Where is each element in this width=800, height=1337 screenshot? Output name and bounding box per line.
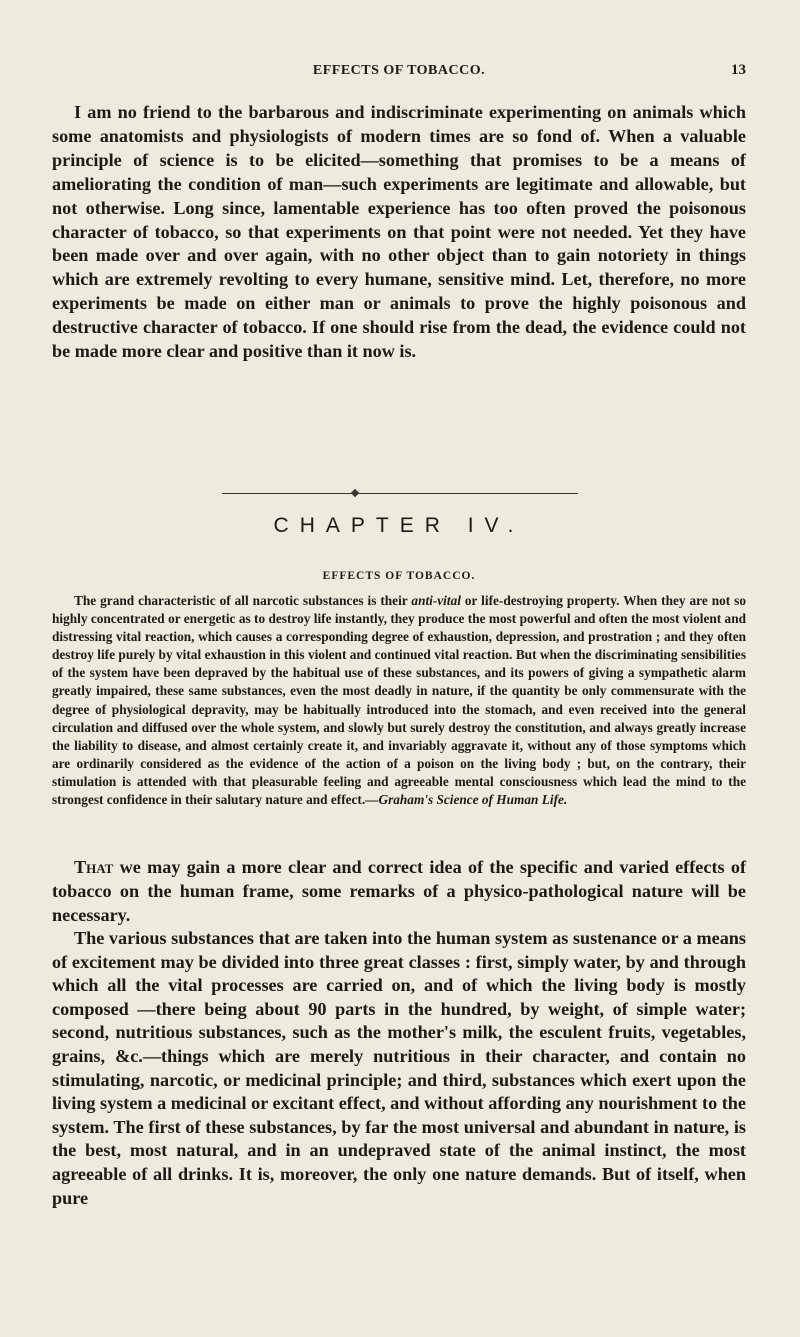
quote-italic-term: anti-vital xyxy=(411,593,461,608)
intro-first-word: That xyxy=(74,857,114,877)
quote-body: or life-destroying property. When they are not so highly concentrated or energetic as to destroy life instantly, they produce the most powerful and often the most violent and distressing vital reaction, which causes a corresponding degree of exhaustion, depression, and prostration ; and they often destroy life purely by vital exhaustion in this violent and continued vital reaction. But when the discriminating sensibilities of the system have been depraved by the habitual use of these substances, and its powers of giving a sympathetic alarm greatly impaired, these same substances, even the most deadly in nature, if the quantity be only commensurate with the degree of physiological depravity, may be habitually introduced into the stomach, and even received into the general circulation and diffused over the whole system, and slowly but surely destroy the constitution, and always greatly increase the liability to disease, and almost certainly create it, and invariably aggravate it, without any of those symptoms which are ordinarily considered as the evidence of the action of a poison on the living body ; but, on the contrary, their stimulation is attended with that pleasurable feeling and agreeable mental consciousness which lead the mind to the strongest confidence in their salutary nature and effect.— xyxy=(52,593,746,808)
divider-ornament xyxy=(351,489,359,497)
section-divider xyxy=(222,493,578,494)
quote-lead: The grand characteristic of all narcotic substances is their xyxy=(74,593,412,608)
quote-source: Graham's Science of Human Life. xyxy=(378,792,568,808)
paragraph-experiments: I am no friend to the barbarous and indiscriminate experimenting on animals which some anatomists and physiologists of modern times are so fond of. When a valuable principle of science is to be elicited—something that promises to be a means of ameliorating the condition of man—such experiments are legitimate and allowable, but not otherwise. Long since, lamentable experience has too often proved the poisonous character of tobacco, so that experiments on that point were not needed. Yet they have been made over and over again, with no other object than to gain notoriety in things which are extremely revolting to every humane, sensitive mind. Let, therefore, no more experiments be made on either man or animals to prove the highly poisonous and destructive character of tobacco. If one should rise from the dead, the evidence could not be made more clear and positive than it now is. xyxy=(52,102,746,362)
intro-text: we may gain a more clear and correct idea of the specific and varied effects of tobacco on the human frame, some remarks of a physico-pathological nature will be necessary. xyxy=(52,857,746,925)
chapter-subtitle: EFFECTS OF TOBACCO. xyxy=(322,570,476,582)
epigraph-quote xyxy=(52,592,746,809)
running-title: EFFECTS OF TOBACCO. xyxy=(312,63,486,78)
running-head xyxy=(52,63,746,83)
paragraph-substances: The various substances that are taken into the human system as sustenance or a means of excitement may be divided into three great classes : first, simply water, by and through which all the vital processes are carried on, and of which the living body is mostly composed —there being about 90 parts in the hundred, by weight, of simple water; second, nutritious substances, such as the mother's milk, the esculent fruits, vegetables, grains, &c.—things which are merely nutritious in their character, and contain no stimulating, narcotic, or medicinal principle; and third, substances which exert upon the living system a medicinal or excitant effect, and without affording any nourishment to the system. The first of these substances, by far the most universal and abundant in nature, is the best, most natural, and in an undepraved state of the animal instinct, the most agreeable of all drinks. It is, moreover, the only one nature demands. But of itself, when pure xyxy=(52,928,746,1208)
chapter-heading: CHAPTER IV. xyxy=(273,514,525,537)
page-number: 13 xyxy=(731,62,746,78)
paragraph-intro xyxy=(52,856,746,927)
